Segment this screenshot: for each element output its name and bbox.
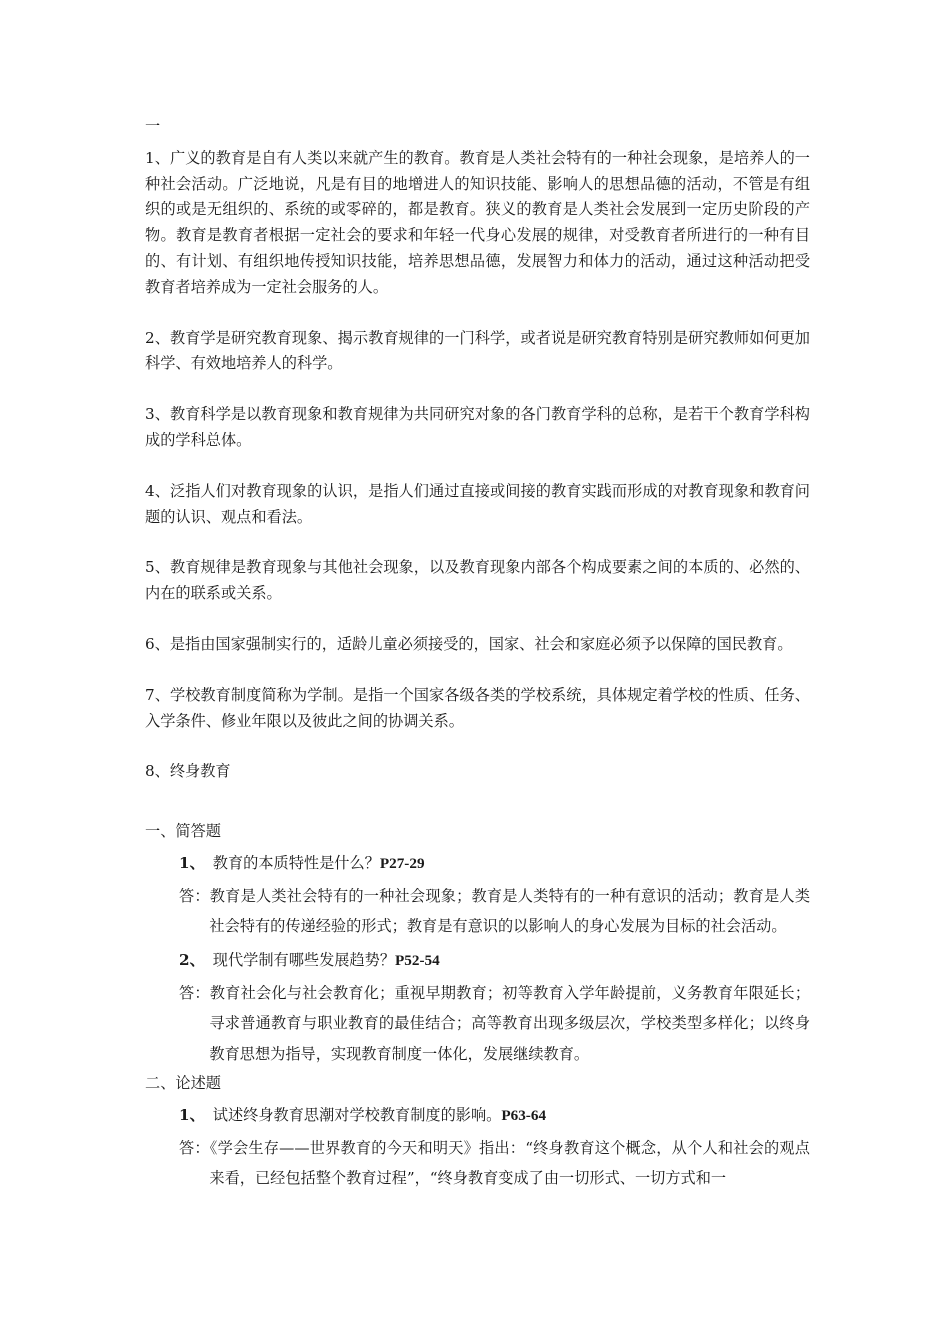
question-text: 现代学制有哪些发展趋势？ — [212, 950, 396, 969]
essay-heading: 二、论述题 — [145, 1074, 221, 1093]
header-mark: 一 — [145, 117, 161, 135]
question-text: 教育的本质特性是什么？ — [212, 853, 380, 872]
short-answer-1: 答：教育是人类社会特有的一种社会现象；教育是人类特有的一种有意识的活动；教育是人类社会特有的传递经验的形式；教育是有意识的以影响人的身心发展为目标的社会活动。 — [179, 886, 810, 936]
short-answer-heading: 一、简答题 — [145, 822, 221, 841]
essay-question-1 — [179, 1103, 810, 1129]
question-number: 1、 — [179, 1105, 205, 1124]
definition-7: 7、学校教育制度简称为学制。是指一个国家各级各类的学校系统，具体规定着学校的性质、任务、入学条件、修业年限以及彼此之间的协调关系。 — [145, 685, 810, 730]
short-answer-2: 答：教育社会化与社会教育化；重视早期教育；初等教育入学年龄提前，义务教育年限延长；寻求普通教育与职业教育的最佳结合；高等教育出现多级层次，学校类型多样化；以终身教育思想为指导，实现教育制度一体化，发展继续教育。 — [179, 983, 810, 1063]
question-number: 2、 — [179, 950, 205, 969]
page-reference: P63-64 — [501, 1106, 547, 1124]
definition-6: 6、是指由国家强制实行的，适龄儿童必须接受的，国家、社会和家庭必须予以保障的国民教育。 — [145, 634, 793, 653]
short-question-1 — [179, 851, 810, 877]
document-body — [145, 114, 810, 1194]
page-reference: P27-29 — [379, 854, 425, 872]
page-reference: P52-54 — [395, 951, 440, 969]
definition-2: 2、教育学是研究教育现象、揭示教育规律的一门科学，或者说是研究教育特别是研究教师如何更加科学、有效地培养人的科学。 — [145, 328, 810, 373]
definition-5: 5、教育规律是教育现象与其他社会现象，以及教育现象内部各个构成要素之间的本质的、必然的、内在的联系或关系。 — [145, 558, 810, 603]
definition-1: 1、广义的教育是自有人类以来就产生的教育。教育是人类社会特有的一种社会现象，是培养人的一种社会活动。广泛地说，凡是有目的地增进人的知识技能、影响人的思想品德的活动，不管是有组织的或是无组织的、系统的或零碎的，都是教育。狭义的教育是人类社会发展到一定历史阶段的产物。教育是教育者根据一定社会的要求和年轻一代身心发展的规律，对受教育者所进行的一种有目的、有计划、有组织地传授知识技能，培养思想品德，发展智力和体力的活动，通过这种活动把受教育者培养成为一定社会服务的人。 — [145, 148, 810, 296]
short-question-2 — [179, 948, 810, 974]
question-text: 试述终身教育思潮对学校教育制度的影响。 — [212, 1105, 502, 1124]
definition-3: 3、教育科学是以教育现象和教育规律为共同研究对象的各门教育学科的总称，是若干个教育学科构成的学科总体。 — [145, 405, 810, 449]
question-number: 1、 — [179, 853, 205, 872]
definition-4: 4、泛指人们对教育现象的认识，是指人们通过直接或间接的教育实践而形成的对教育现象和教育问题的认识、观点和看法。 — [145, 481, 810, 526]
definition-8: 8、终身教育 — [145, 762, 231, 781]
essay-answer-1: 答：《学会生存——世界教育的今天和明天》指出：“终身教育这个概念，从个人和社会的观点来看，已经包括整个教育过程”，“终身教育变成了由一切形式、一切方式和一 — [179, 1138, 810, 1188]
